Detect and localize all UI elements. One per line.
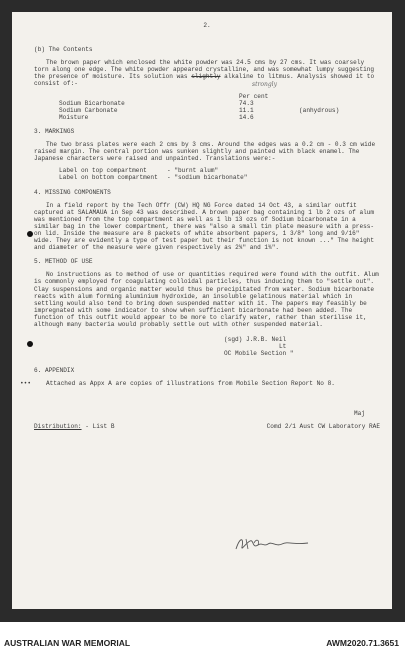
signature-unit: OC Mobile Section "	[224, 350, 294, 358]
section-b-paragraph: The brown paper which enclosed the white powder was 24.5 cms by 27 cms. It was coarsely torn along one edge. The white powder appeared crystalline, and was somewhat lumpy suggesting the presence of moisture. Its solution was slightly alkaline to litmus. Analysis showed it to consist of:-	[34, 59, 375, 88]
handwritten-correction: strongly	[252, 80, 277, 88]
table-row: Sodium Bicarbonate 74.3	[59, 99, 254, 107]
document-body	[20, 22, 380, 430]
section-b-heading-text: (b) The Contents	[34, 46, 93, 54]
archive-name: AUSTRALIAN WAR MEMORIAL	[4, 638, 131, 648]
distribution-label: Distribution:	[34, 422, 82, 430]
section-3-paragraph: The two brass plates were each 2 cms by 3 cms. Around the edges was a 0.2 cm - 0.3 cm wide raised margin. The central portion was sunken slightly and painted with black enamel. The Japanese characters were raised and unpainted. Translations were:-	[34, 141, 376, 163]
section-6-paragraph: Attached as Appx A are copies of illustrations from Mobile Section Report No 8.	[46, 380, 335, 388]
archive-footer	[0, 632, 405, 653]
signature-rank: Lt	[279, 343, 287, 351]
section-4-heading: 4. MISSING COMPONENTS	[34, 188, 111, 196]
margin-dots: •••	[20, 380, 31, 388]
distribution-value: - List B	[85, 422, 115, 430]
list-item: Label on bottom compartment - "sodium bicarbonate"	[59, 174, 248, 182]
distribution	[34, 423, 114, 430]
page-number: 2.	[203, 22, 211, 29]
punch-hole	[27, 231, 33, 237]
punch-hole	[27, 341, 33, 347]
table-row: Sodium Carbonate 11.1 (anhydrous)	[59, 106, 340, 114]
section-4-paragraph: In a field report by the Tech Offr (CW) HQ NG Force dated 14 Oct 43, a similar outfit captured at SALAMAUA in Sep 43 was described. A brown paper bag containing 1 lb 2 ozs of alum was mentioned from the top compartment as well as 1 lb 13 ozs of Sodium bicarbonate in a similar bag in the lower compartment, there was "also a small tin plate measure with a press-on lid. Inside the measure are 8 packets of white absorbent papers, 1 3/8" long and 9/16" wide. They are evidently a type of test paper but their function is not known ..." The height and diameter of the measure were given respectively as 2¾" and 1¾".	[34, 201, 375, 252]
struck-word: slightly	[191, 73, 221, 81]
section-6-heading: 6. APPENDIX	[34, 367, 75, 375]
commander-rank: Maj	[354, 409, 365, 417]
section-5-heading: 5. METHOD OF USE	[34, 258, 93, 266]
archive-reference: AWM2020.71.3651	[326, 638, 399, 648]
commander-signature-block	[274, 410, 380, 417]
translations-list	[34, 167, 380, 181]
handwritten-signature	[232, 533, 312, 555]
list-item: Label on top compartment - "burnt alum"	[59, 167, 219, 175]
section-3-heading: 3. MARKINGS	[34, 127, 75, 135]
analysis-table	[34, 93, 380, 121]
table-row: Moisture 14.6	[59, 113, 254, 121]
section-5-paragraph: No instructions as to method of use or quantities required were found with the outfit. Alum is commonly employed for coagulating colloidal particles, thus inducing them to "settle out". Clay suspensions and organic matter would thus be precipitated from water. Sodium bicarbonate reacts with alum forming aluminium hydroxide, an insoluble gelatinous material which in settling would also tend to bring down suspended matter with it. The papers may feasibly be impregnated with some indicator to show when sufficient bicarbonate had been added. The function of this outfit would appear to be more to clarify water, rather than sterilise it, although many bacteria would probably settle out with other suspended material.	[34, 271, 379, 328]
section-b-heading	[34, 46, 380, 53]
signature-block	[224, 336, 380, 357]
signature-name: (sgd) J.R.B. Neil	[224, 336, 287, 344]
table-header: Per cent	[239, 92, 269, 100]
commander-unit: Comd 2/1 Aust CW Laboratory RAE	[266, 422, 380, 430]
